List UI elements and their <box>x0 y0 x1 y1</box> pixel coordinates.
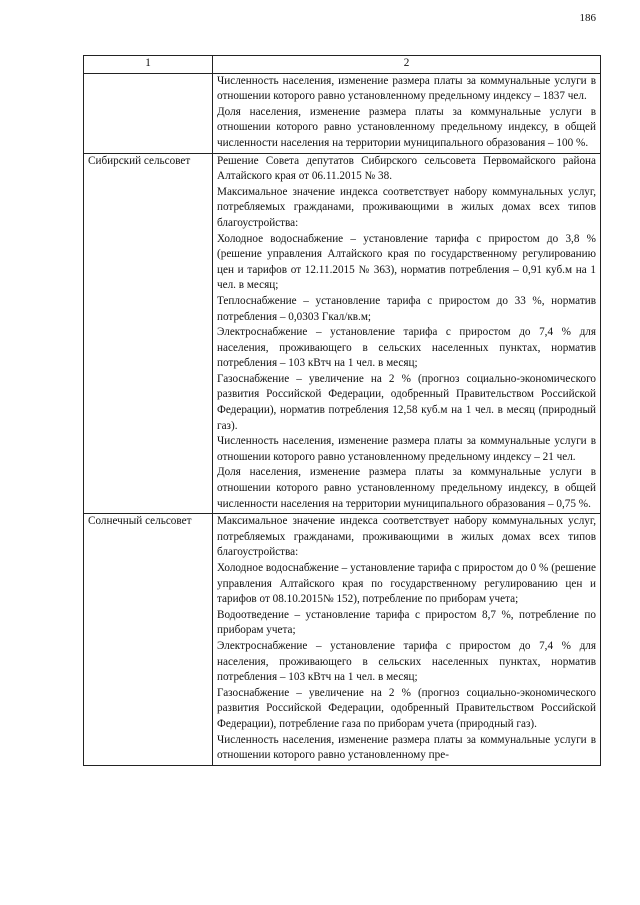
org-name-cell: Сибирский сельсовет <box>84 153 213 514</box>
table-row <box>84 153 601 514</box>
paragraph: Доля населения, изменение размера платы за коммунальные услуги в отношении которого равно установленному предельному индексу, в общей численности населения на территории муниципального образования – 100 %. <box>217 105 596 149</box>
org-name-cell: Солнечный сельсовет <box>84 514 213 766</box>
paragraph: Доля населения, изменение размера платы за коммунальные услуги в отношении которого равно установленному предельному индексу, в общей численности населения на территории муниципального образования – 0,75 %. <box>217 466 596 510</box>
description-cell <box>213 73 601 153</box>
table-header-row <box>84 56 601 74</box>
header-col-2: 2 <box>213 56 601 74</box>
table-row <box>84 514 601 766</box>
paragraph: Решение Совета депутатов Сибирского сельсовета Первомайского района Алтайского края от 06.11.2015 № 38. <box>217 154 596 183</box>
description-cell <box>213 153 601 514</box>
document-table <box>83 55 601 766</box>
paragraph: Холодное водоснабжение – установление тарифа с приростом до 0 % (решение управления Алтайского края по государственному регулированию цен и тарифов от 08.10.2015№ 152), потребление по приборам учета; <box>217 562 596 606</box>
paragraph: Численность населения, изменение размера платы за коммунальные услуги в отношении которого равно установленному пре- <box>217 733 596 762</box>
paragraph: Максимальное значение индекса соответствует набору коммунальных услуг, потребляемых гражданами, проживающими в жилых домах всех типов благоустройства: <box>217 515 596 559</box>
table-row <box>84 73 601 153</box>
paragraph: Водоотведение – установление тарифа с приростом 8,7 %, потребление по приборам учета; <box>217 608 596 637</box>
paragraph: Максимальное значение индекса соответствует набору коммунальных услуг, потребляемых гражданами, проживающими в жилых домах всех типов благоустройства: <box>217 185 596 229</box>
paragraph: Электроснабжение – установление тарифа с приростом до 7,4 % для населения, проживающего в сельских населенных пунктах, норматив потребления – 103 кВтч на 1 чел. в месяц; <box>217 326 596 370</box>
paragraph: Численность населения, изменение размера платы за коммунальные услуги в отношении которого равно установленному предельному индексу – 1837 чел. <box>217 74 596 103</box>
paragraph: Теплоснабжение – установление тарифа с приростом до 33 %, норматив потребления – 0,0303 Гкал/кв.м; <box>217 294 596 323</box>
paragraph: Газоснабжение – увеличение на 2 % (прогноз социально-экономического развития Российской Федерации, одобренный Правительством Российской Федерации), потребление газа по приборам учета (природный газ). <box>217 686 596 730</box>
paragraph: Электроснабжение – установление тарифа с приростом до 7,4 % для населения, проживающего в сельских населенных пунктах, норматив потребления – 103 кВтч на 1 чел. в месяц; <box>217 639 596 684</box>
header-col-1: 1 <box>84 56 213 74</box>
description-cell <box>213 514 601 766</box>
paragraph: Газоснабжение – увеличение на 2 % (прогноз социально-экономического развития Российской Федерации, одобренный Правительством Российской Федерации), норматив потребления 12,58 куб.м на 1 чел. в месяц (природный газ). <box>217 372 596 432</box>
paragraph: Численность населения, изменение размера платы за коммунальные услуги в отношении которого равно установленному предельному индексу – 21 чел. <box>217 435 596 463</box>
paragraph: Холодное водоснабжение – установление тарифа с приростом до 3,8 % (решение управления Алтайского края по государственному регулированию цен и тарифов от 12.11.2015 № 363), норматив потребления – 0,91 куб.м на 1 чел. в месяц; <box>217 232 596 292</box>
page-number: 186 <box>579 12 596 24</box>
org-name-cell <box>84 73 213 153</box>
